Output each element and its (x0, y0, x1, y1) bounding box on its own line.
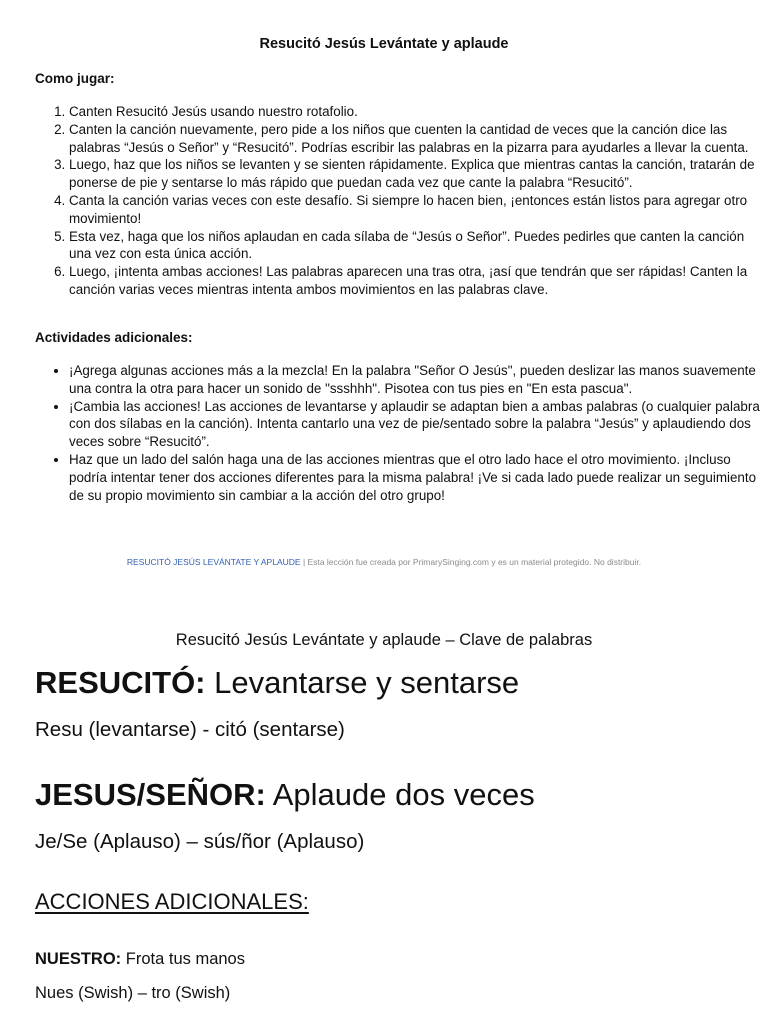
jesus-line (35, 777, 535, 813)
step-item: 1. Canten Resucitó Jesús usando nuestro rotafolio. (69, 103, 768, 121)
acciones-adicionales-heading: ACCIONES ADICIONALES: (35, 889, 309, 914)
resucito-label: RESUCITÓ: (35, 665, 206, 700)
document-title: Resucitó Jesús Levántate y aplaude (259, 36, 509, 52)
nuestro-label: NUESTRO: (35, 950, 122, 968)
step-item: 6. Luego, ¡intenta ambas acciones! Las palabras aparecen una tras otra, ¡así que tendrán que ser rápidas! Canten la canción varias veces mientras intenta ambos movimientos en las palabras clave. (69, 263, 768, 299)
resucito-detail: Resu (levantarse) - citó (sentarse) (35, 718, 345, 741)
jesus-detail: Je/Se (Aplauso) – sús/ñor (Aplauso) (35, 830, 365, 853)
footer-notice: Esta lección fue creada por PrimarySinging.com y es un material protegido. No distribuir. (307, 557, 642, 567)
footer-separator: | (302, 557, 306, 567)
nuestro-line (35, 950, 245, 969)
actividades-heading: Actividades adicionales: (35, 330, 193, 345)
key-title: Resucitó Jesús Levántate y aplaude – Clave de palabras (175, 631, 593, 649)
activity-item: • Haz que un lado del salón haga una de las acciones mientras que el otro lado hace el otro movimiento. ¡Incluso podría intentar tener dos acciones diferentes para la misma palabra! ¡Ve si cada lado puede realizar un seguimiento de su propio movimiento sin cambiar a la acción del otro grupo! (69, 451, 768, 504)
step-item: 3. Luego, haz que los niños se levanten y se sienten rápidamente. Explica que mientras cantas la canción, tratarán de ponerse de pie y sentarse lo más rápido que puedan cada vez que cante la palabra “Resucitó”. (69, 156, 768, 192)
jesus-label: JESUS/SEÑOR: (35, 777, 266, 812)
resucito-action: Levantarse y sentarse (214, 665, 520, 700)
page-footer (0, 557, 768, 567)
nuestro-action: Frota tus manos (125, 950, 245, 968)
jesus-action: Aplaude dos veces (272, 777, 535, 812)
step-item: 2. Canten la canción nuevamente, pero pide a los niños que cuenten la cantidad de veces que la canción dice las palabras “Jesús o Señor” y “Resucitó”. Podrías escribir las palabras en la pizarra para ayudarles a llevar la cuenta. (69, 121, 768, 157)
activity-item: • ¡Agrega algunas acciones más a la mezcla! En la palabra "Señor O Jesús", pueden deslizar las manos suavemente una contra la otra para hacer un sonido de "ssshhh". Pisotea con tus pies en "En esta pascua". (69, 362, 768, 398)
step-item: 5. Esta vez, haga que los niños aplaudan en cada sílaba de “Jesús o Señor”. Puedes pedirles que canten la canción una vez con esta única acción. (69, 228, 768, 264)
resucito-line (35, 665, 519, 701)
step-item: 4. Canta la canción varias veces con este desafío. Si siempre lo hacen bien, ¡entonces están listos para agregar otro movimiento! (69, 192, 768, 228)
nuestro-detail: Nues (Swish) – tro (Swish) (35, 984, 231, 1002)
como-jugar-heading: Como jugar: (35, 71, 115, 86)
activity-item: • ¡Cambia las acciones! Las acciones de levantarse y aplaudir se adaptan bien a ambas palabras (o cualquier palabra con dos sílabas en la canción). Intenta cantarlo una vez de pie/sentado sobre la palabra “Jesús” y aplaudiendo dos veces sobre “Resucitó”. (69, 398, 768, 451)
footer-title-link[interactable]: RESUCITÓ JESÚS LEVÁNTATE Y APLAUDE (126, 557, 301, 567)
actividades-list (35, 362, 768, 504)
como-jugar-steps (35, 103, 768, 299)
